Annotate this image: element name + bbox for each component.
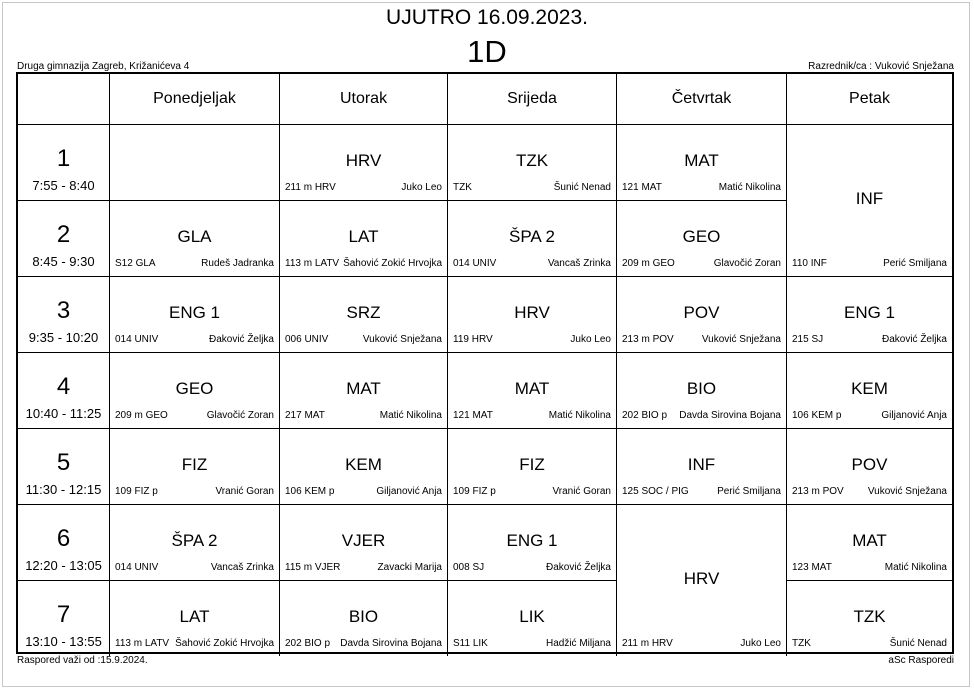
lesson-teacher: Juko Leo <box>740 638 781 649</box>
lesson-cell[interactable] <box>110 200 280 276</box>
lesson-room: 014 UNIV <box>453 258 497 269</box>
lesson-room: 209 m GEO <box>622 258 675 269</box>
lesson-subject: HRV <box>345 151 382 170</box>
lesson-cell[interactable] <box>787 124 952 276</box>
lesson-room: 213 m POV <box>622 334 674 345</box>
period-cell <box>18 200 110 276</box>
period-cell <box>18 352 110 428</box>
lesson-cell[interactable] <box>110 580 280 656</box>
lesson-subject: ENG 1 <box>843 303 896 322</box>
corner-cell <box>18 74 110 124</box>
period-number: 3 <box>56 297 71 324</box>
lesson-room: 215 SJ <box>792 334 824 345</box>
lesson-teacher: Vuković Snježana <box>701 334 781 345</box>
lesson-subject: GEO <box>682 227 721 246</box>
lesson-cell[interactable] <box>617 504 787 656</box>
lesson-teacher: Đaković Željka <box>881 334 947 345</box>
lesson-room: 014 UNIV <box>115 562 159 573</box>
lesson-room: 202 BIO p <box>285 638 331 649</box>
lesson-subject: INF <box>687 455 716 474</box>
lesson-subject: VJER <box>341 531 386 550</box>
period-number: 6 <box>56 525 71 552</box>
lesson-cell[interactable] <box>110 276 280 352</box>
lesson-cell[interactable] <box>448 124 617 200</box>
lesson-teacher: Šunić Nenad <box>553 182 611 193</box>
lesson-room: 115 m VJER <box>285 562 341 573</box>
lesson-subject: GLA <box>177 227 212 246</box>
lesson-cell[interactable] <box>280 428 448 504</box>
day-header-srijeda: Srijeda <box>448 74 617 124</box>
lesson-teacher: Zavacki Marija <box>377 562 442 573</box>
period-time: 8:45 - 9:30 <box>32 254 95 269</box>
lesson-cell[interactable] <box>110 428 280 504</box>
period-number: 1 <box>56 145 71 172</box>
lesson-subject: TZK <box>853 607 886 626</box>
lesson-teacher: Đaković Željka <box>545 562 611 573</box>
lesson-room: 121 MAT <box>622 182 662 193</box>
day-header-utorak: Utorak <box>280 74 448 124</box>
lesson-subject: GEO <box>175 379 214 398</box>
lesson-subject: ENG 1 <box>506 531 558 550</box>
period-time: 12:20 - 13:05 <box>25 558 102 573</box>
lesson-room: 125 SOC / PIG <box>622 486 689 497</box>
lesson-subject: POV <box>683 303 720 322</box>
lesson-subject: MAT <box>684 151 719 170</box>
lesson-subject: SRZ <box>346 303 381 322</box>
homeroom-teacher: Razrednik/ca : Vuković Snježana <box>808 61 954 72</box>
lesson-room: 123 MAT <box>792 562 832 573</box>
lesson-subject: MAT <box>346 379 381 398</box>
lesson-teacher: Vranić Goran <box>215 486 274 497</box>
lesson-teacher: Matić Nikolina <box>884 562 947 573</box>
lesson-subject: KEM <box>851 379 888 398</box>
lesson-teacher: Hadžić Miljana <box>545 638 611 649</box>
period-cell <box>18 428 110 504</box>
lesson-teacher: Đaković Željka <box>208 334 274 345</box>
lesson-teacher: Giljanović Anja <box>881 410 947 421</box>
lesson-room: 106 KEM p <box>285 486 335 497</box>
period-time: 10:40 - 11:25 <box>25 406 102 421</box>
period-cell <box>18 124 110 200</box>
lesson-cell[interactable] <box>448 580 617 656</box>
lesson-subject: FIZ <box>519 455 545 474</box>
lesson-teacher: Matić Nikolina <box>548 410 611 421</box>
lesson-room: 213 m POV <box>792 486 844 497</box>
lesson-room: S11 LIK <box>453 638 488 649</box>
period-number: 5 <box>56 449 71 476</box>
lesson-cell[interactable] <box>617 352 787 428</box>
lesson-room: 109 FIZ p <box>453 486 496 497</box>
schedule-title: UJUTRO 16.09.2023. <box>386 6 588 29</box>
lesson-room: TZK <box>792 638 811 649</box>
period-time: 9:35 - 10:20 <box>28 330 99 345</box>
lesson-teacher: Perić Smiljana <box>883 258 947 269</box>
lesson-room: 014 UNIV <box>115 334 159 345</box>
lesson-subject: BIO <box>348 607 379 626</box>
lesson-cell[interactable] <box>448 352 617 428</box>
period-cell <box>18 504 110 580</box>
lesson-teacher: Matić Nikolina <box>379 410 442 421</box>
lesson-teacher: Glavočić Zoran <box>206 410 274 421</box>
lesson-cell[interactable] <box>787 580 952 656</box>
lesson-teacher: Vuković Snježana <box>362 334 442 345</box>
lesson-cell[interactable] <box>787 428 952 504</box>
day-header-ponedjeljak: Ponedjeljak <box>110 74 280 124</box>
lesson-cell[interactable] <box>110 504 280 580</box>
lesson-subject: POV <box>851 455 888 474</box>
lesson-cell[interactable] <box>280 504 448 580</box>
lesson-room: 121 MAT <box>453 410 493 421</box>
lesson-room: 113 m LATV <box>285 258 340 269</box>
lesson-room: 209 m GEO <box>115 410 168 421</box>
lesson-cell[interactable] <box>280 276 448 352</box>
lesson-room: 113 m LATV <box>115 638 170 649</box>
lesson-room: 217 MAT <box>285 410 325 421</box>
lesson-cell[interactable] <box>617 276 787 352</box>
lesson-room: 110 INF <box>792 258 827 269</box>
lesson-teacher: Juko Leo <box>570 334 611 345</box>
lesson-subject: BIO <box>686 379 717 398</box>
lesson-subject: HRV <box>683 569 720 588</box>
lesson-subject: LAT <box>348 227 379 246</box>
lesson-cell[interactable] <box>280 580 448 656</box>
period-cell <box>18 276 110 352</box>
lesson-cell[interactable] <box>617 124 787 200</box>
lesson-teacher: Davda Sirovina Bojana <box>340 638 442 649</box>
lesson-subject: INF <box>855 189 884 208</box>
lesson-teacher: Vuković Snježana <box>867 486 947 497</box>
period-cell <box>18 580 110 656</box>
lesson-cell[interactable] <box>448 200 617 276</box>
lesson-teacher: Juko Leo <box>401 182 442 193</box>
period-time: 7:55 - 8:40 <box>32 178 95 193</box>
lesson-subject: ŠPA 2 <box>509 227 555 246</box>
lesson-subject: KEM <box>345 455 382 474</box>
lesson-teacher: Glavočić Zoran <box>713 258 781 269</box>
day-header-petak: Petak <box>849 90 890 107</box>
lesson-cell[interactable] <box>448 428 617 504</box>
lesson-room: 202 BIO p <box>622 410 668 421</box>
lesson-teacher: Vancaš Zrinka <box>547 258 611 269</box>
lesson-subject: MAT <box>514 379 550 398</box>
lesson-teacher: Šunić Nenad <box>889 638 947 649</box>
school-name: Druga gimnazija Zagreb, Križanićeva 4 <box>17 61 190 72</box>
lesson-room: 006 UNIV <box>285 334 329 345</box>
lesson-cell[interactable] <box>787 276 952 352</box>
lesson-cell[interactable] <box>787 352 952 428</box>
lesson-teacher: Vancaš Zrinka <box>210 562 274 573</box>
lesson-teacher: Šahović Zokić Hrvojka <box>175 638 274 649</box>
lesson-teacher: Rudeš Jadranka <box>201 258 274 269</box>
empty-slot <box>110 124 280 200</box>
valid-from-note: Raspored važi od :15.9.2024. <box>17 655 148 666</box>
lesson-room: TZK <box>453 182 472 193</box>
lesson-cell[interactable] <box>787 504 952 580</box>
lesson-cell[interactable] <box>280 124 448 200</box>
lesson-cell[interactable] <box>617 428 787 504</box>
lesson-cell[interactable] <box>280 352 448 428</box>
lesson-teacher: Matić Nikolina <box>718 182 781 193</box>
lesson-room: 008 SJ <box>453 562 485 573</box>
brand-label: aSc Rasporedi <box>888 655 954 666</box>
lesson-room: 211 m HRV <box>285 182 336 193</box>
lesson-room: 109 FIZ p <box>115 486 158 497</box>
lesson-cell[interactable] <box>448 504 617 580</box>
lesson-subject: HRV <box>514 303 550 322</box>
lesson-subject: MAT <box>852 531 887 550</box>
lesson-subject: LIK <box>519 607 545 626</box>
class-name: 1D <box>467 34 507 69</box>
period-time: 11:30 - 12:15 <box>25 482 102 497</box>
lesson-subject: FIZ <box>181 455 208 474</box>
lesson-room: 106 KEM p <box>792 410 842 421</box>
lesson-subject: ENG 1 <box>168 303 221 322</box>
lesson-cell[interactable] <box>617 200 787 276</box>
lesson-cell[interactable] <box>448 276 617 352</box>
lesson-teacher: Davda Sirovina Bojana <box>679 410 781 421</box>
lesson-teacher: Vranić Goran <box>552 486 611 497</box>
lesson-subject: ŠPA 2 <box>171 531 218 550</box>
period-number: 7 <box>56 601 71 628</box>
timetable-grid <box>16 72 954 654</box>
lesson-room: 119 HRV <box>453 334 493 345</box>
lesson-teacher: Perić Smiljana <box>717 486 781 497</box>
day-header-cetvrtak: Četvrtak <box>617 74 787 124</box>
lesson-subject: TZK <box>515 151 549 170</box>
lesson-cell[interactable] <box>110 352 280 428</box>
lesson-teacher: Giljanović Anja <box>376 486 442 497</box>
lesson-teacher: Šahović Zokić Hrvojka <box>343 258 442 269</box>
lesson-room: S12 GLA <box>115 258 156 269</box>
period-number: 2 <box>56 221 71 248</box>
lesson-room: 211 m HRV <box>622 638 673 649</box>
period-time: 13:10 - 13:55 <box>25 634 102 649</box>
lesson-subject: LAT <box>179 607 210 626</box>
lesson-cell[interactable] <box>280 200 448 276</box>
period-number: 4 <box>56 373 71 400</box>
